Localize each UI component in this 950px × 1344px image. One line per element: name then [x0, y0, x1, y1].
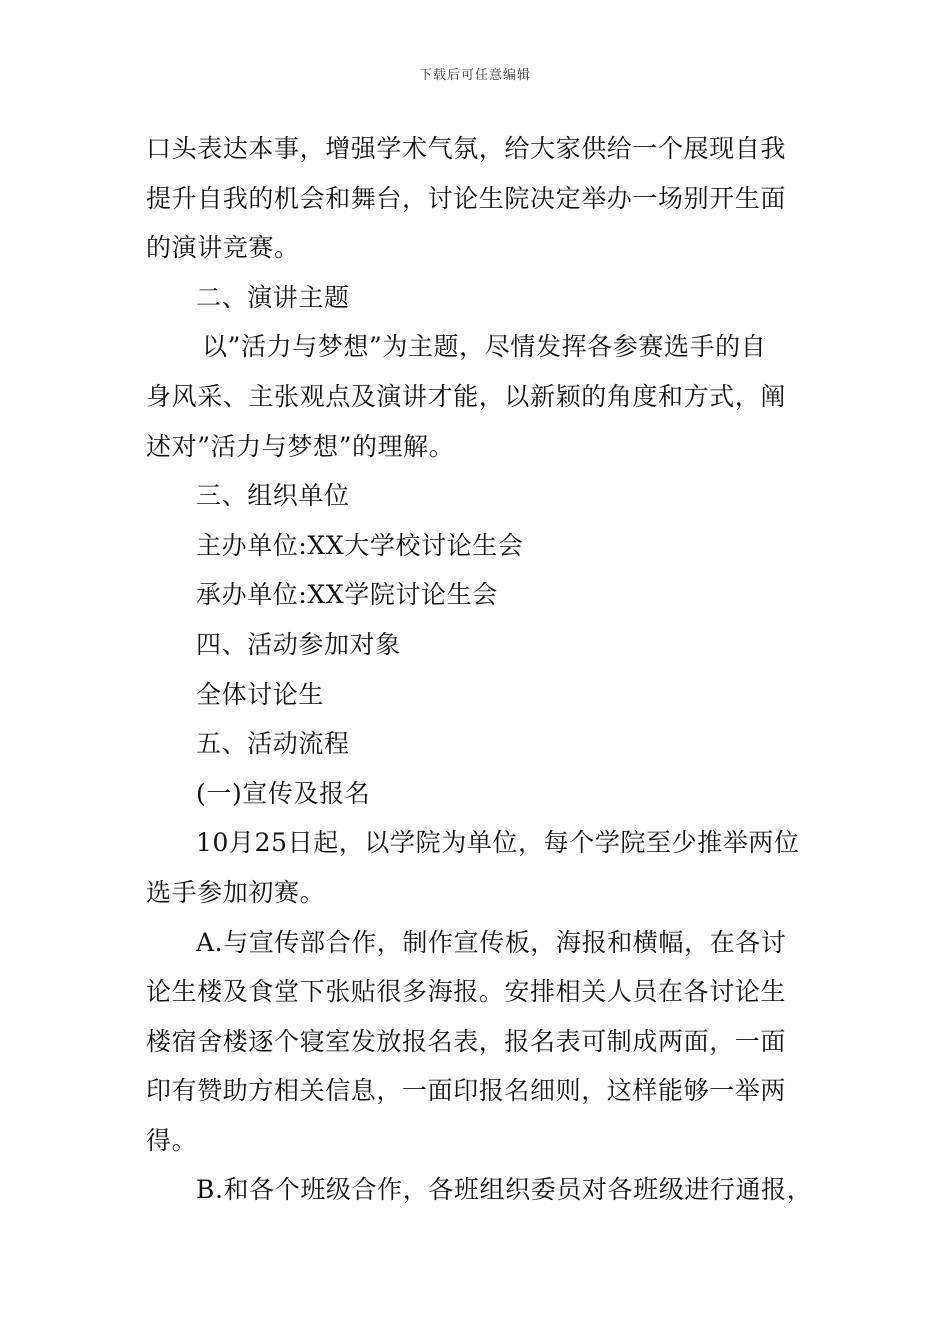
document-body — [146, 124, 826, 1215]
paragraph-line: 提升自我的机会和舞台，讨论生院决定举办一场别开生面 — [146, 183, 787, 213]
paragraph-line: 述对”活力与梦想”的理解。 — [146, 431, 455, 461]
paragraph-line: 10月25日起，以学院为单位，每个学院至少推举两位 — [196, 828, 800, 858]
paragraph-line: 论生楼及食堂下张贴很多海报。安排相关人员在各讨论生 — [146, 977, 787, 1007]
section-heading-theme: 二、演讲主题 — [196, 282, 350, 312]
organizer-unit-line: 承办单位:XX学院讨论生会 — [196, 580, 498, 610]
paragraph-line: 身风采、主张观点及演讲才能，以新颖的角度和方式，阐 — [146, 381, 787, 411]
paragraph-line: 以”活力与梦想”为主题，尽情发挥各参赛选手的自 — [202, 332, 767, 362]
paragraph-line: 得。 — [146, 1125, 198, 1155]
paragraph-line: 的演讲竞赛。 — [146, 233, 300, 263]
host-unit-line: 主办单位:XX大学校讨论生会 — [196, 530, 524, 560]
paragraph-line: 选手参加初赛。 — [146, 877, 326, 907]
page-header-note: 下载后可任意编辑 — [418, 68, 531, 83]
paragraph-line: 楼宿舍楼逐个寝室发放报名表，报名表可制成两面，一面 — [146, 1026, 787, 1056]
participants-line: 全体讨论生 — [196, 679, 325, 709]
paragraph-line: A.与宣传部合作，制作宣传板，海报和横幅，在各讨 — [196, 927, 787, 957]
section-heading-organizers: 三、组织单位 — [196, 481, 350, 511]
section-heading-process: 五、活动流程 — [196, 729, 350, 759]
paragraph-line: 印有赞助方相关信息，一面印报名细则，这样能够一举两 — [146, 1076, 787, 1106]
paragraph-line: B.和各个班级合作，各班组织委员对各班级进行通报， — [196, 1175, 813, 1205]
paragraph-line: 口头表达本事，增强学术气氛，给大家供给一个展现自我 — [146, 134, 787, 163]
subsection-heading-promotion: (一)宣传及报名 — [196, 778, 371, 808]
section-heading-participants: 四、活动参加对象 — [196, 629, 401, 659]
